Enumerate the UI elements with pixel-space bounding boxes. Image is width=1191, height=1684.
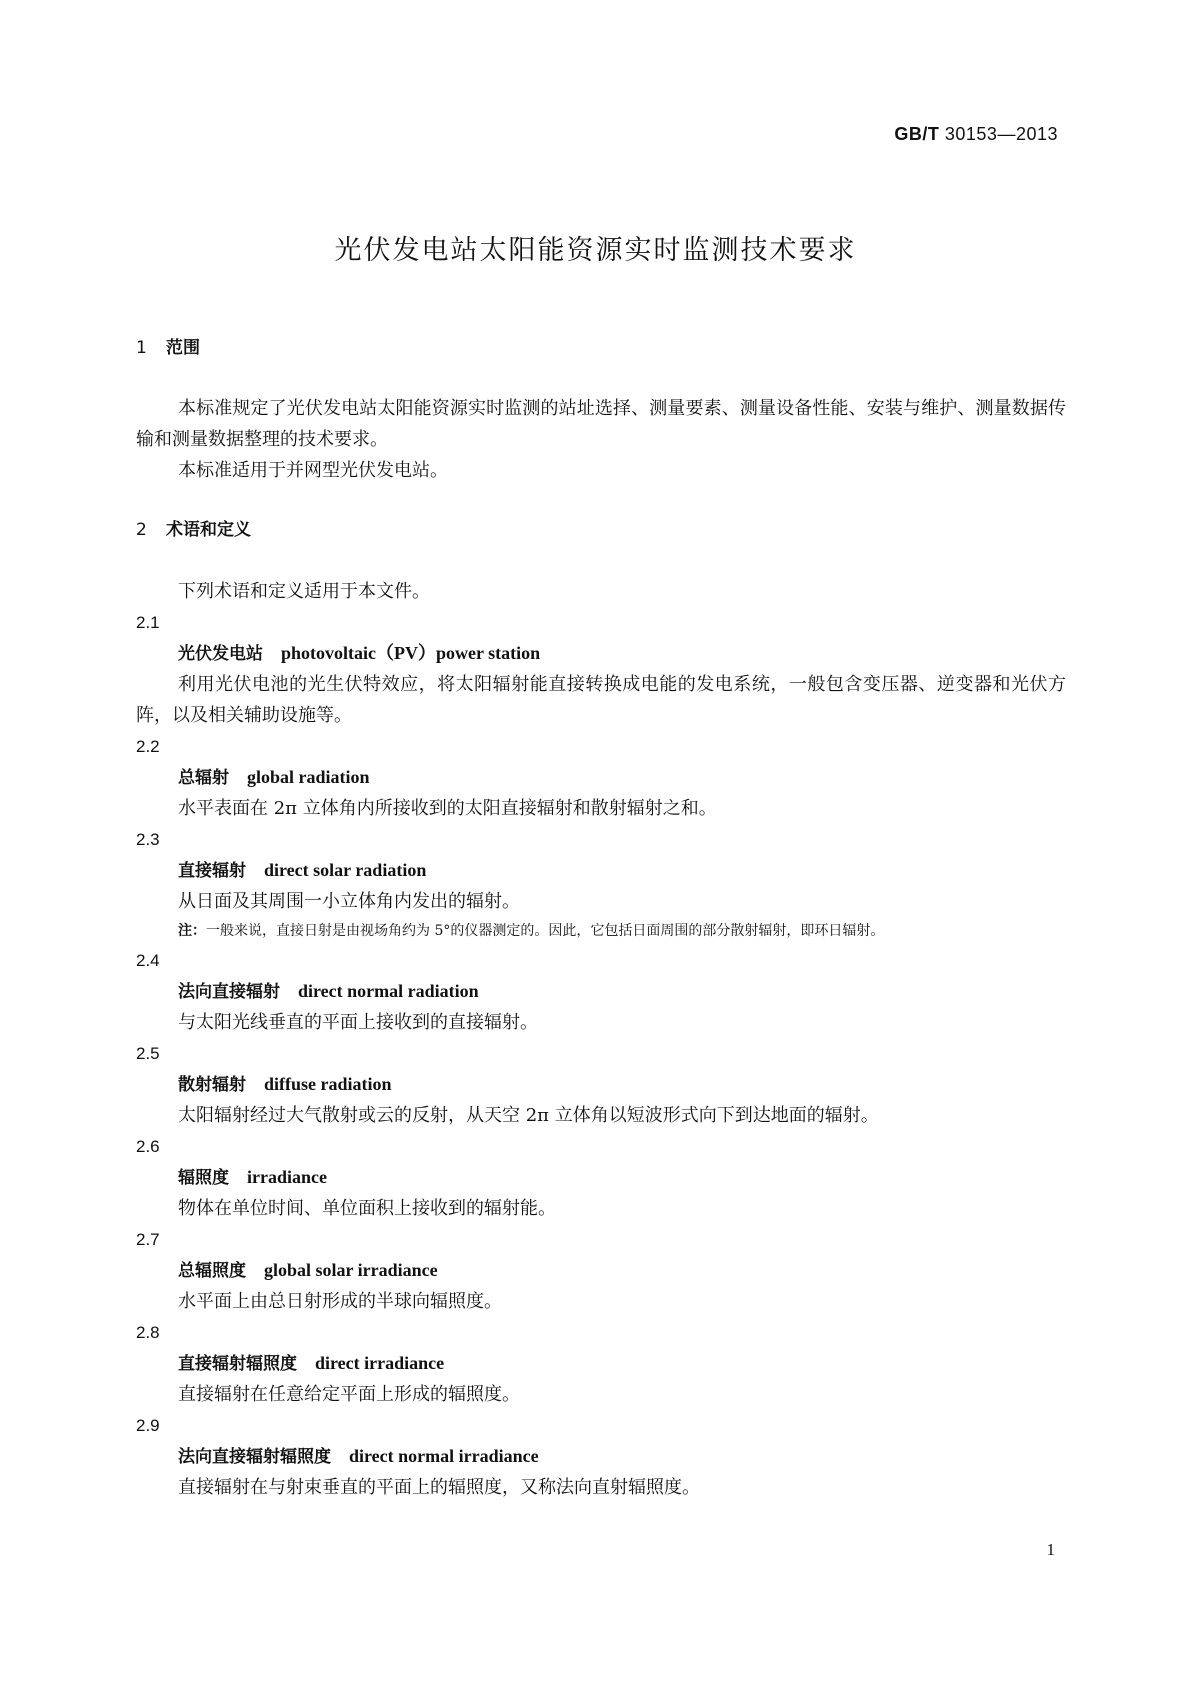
term-entry	[136, 638, 1066, 669]
term-zh: 直接辐射辐照度	[178, 1354, 297, 1374]
term-en: irradiance	[247, 1167, 327, 1187]
term-en: photovoltaic（PV）power station	[281, 643, 541, 663]
term-en: direct normal irradiance	[349, 1446, 539, 1466]
section-heading-terms	[136, 515, 1066, 545]
term-zh: 总辐照度	[178, 1261, 246, 1281]
term-zh: 散射辐射	[178, 1075, 246, 1095]
term-definition: 从日面及其周围一小立体角内发出的辐射。	[178, 891, 520, 912]
term-zh: 法向直接辐射辐照度	[178, 1447, 331, 1467]
term-entry	[136, 976, 1066, 1007]
term-definition: 直接辐射在与射束垂直的平面上的辐照度，又称法向直射辐照度。	[178, 1477, 700, 1498]
term-en: global solar irradiance	[264, 1260, 438, 1280]
section-title: 范围	[166, 338, 200, 358]
term-entry	[136, 1255, 1066, 1286]
term-entry	[136, 855, 1066, 886]
term-definition: 直接辐射在任意给定平面上形成的辐照度。	[178, 1384, 520, 1405]
terms-intro: 下列术语和定义适用于本文件。	[178, 581, 430, 602]
term-entry	[136, 1348, 1066, 1379]
term-en: direct solar radiation	[264, 860, 427, 880]
document-title: 光伏发电站太阳能资源实时监测技术要求	[334, 235, 857, 266]
term-en: direct irradiance	[315, 1353, 445, 1373]
term-number: 2.3	[136, 830, 160, 849]
term-number: 2.9	[136, 1416, 160, 1435]
term-zh: 法向直接辐射	[178, 982, 280, 1002]
page-number: 1	[1046, 1540, 1055, 1559]
term-number: 2.2	[136, 737, 160, 756]
section-number: 2	[136, 520, 147, 540]
term-number: 2.1	[136, 613, 160, 632]
term-en: global radiation	[247, 767, 370, 787]
standard-prefix: GB/T	[894, 124, 940, 144]
section-title: 术语和定义	[166, 520, 251, 540]
term-en: diffuse radiation	[264, 1074, 392, 1094]
scope-paragraph: 本标准规定了光伏发电站太阳能资源实时监测的站址选择、测量要素、测量设备性能、安装与维护、测量数据传输和测量数据整理的技术要求。	[136, 398, 1066, 450]
term-number: 2.4	[136, 951, 160, 970]
note-label: 注：	[178, 923, 206, 939]
section-heading-scope	[136, 333, 1066, 363]
term-definition: 水平表面在 2π 立体角内所接收到的太阳直接辐射和散射辐射之和。	[178, 798, 717, 819]
term-definition: 水平面上由总日射形成的半球向辐照度。	[178, 1291, 502, 1312]
term-entry	[136, 1441, 1066, 1472]
note-text: 一般来说，直接日射是由视场角约为 5°的仪器测定的。因此，它包括日面周围的部分散射辐射，即环日辐射。	[206, 923, 885, 939]
term-number: 2.5	[136, 1044, 160, 1063]
term-note	[136, 917, 1066, 945]
term-definition: 利用光伏电池的光生伏特效应，将太阳辐射能直接转换成电能的发电系统，一般包含变压器、逆变器和光伏方阵，以及相关辅助设施等。	[136, 674, 1066, 726]
term-zh: 光伏发电站	[178, 644, 263, 664]
term-entry	[136, 1069, 1066, 1100]
term-definition: 太阳辐射经过大气散射或云的反射，从天空 2π 立体角以短波形式向下到达地面的辐射。	[178, 1105, 879, 1126]
term-zh: 直接辐射	[178, 861, 246, 881]
term-entry	[136, 1162, 1066, 1193]
term-number: 2.6	[136, 1137, 160, 1156]
term-zh: 总辐射	[178, 768, 229, 788]
term-zh: 辐照度	[178, 1168, 229, 1188]
term-number: 2.8	[136, 1323, 160, 1342]
document-body	[136, 333, 1066, 1503]
term-definition: 物体在单位时间、单位面积上接收到的辐射能。	[178, 1198, 556, 1219]
term-number: 2.7	[136, 1230, 160, 1249]
term-en: direct normal radiation	[298, 981, 479, 1001]
scope-paragraph: 本标准适用于并网型光伏发电站。	[178, 460, 448, 481]
standard-code	[894, 124, 1058, 145]
term-entry	[136, 762, 1066, 793]
term-definition: 与太阳光线垂直的平面上接收到的直接辐射。	[178, 1012, 538, 1033]
standard-number: 30153—2013	[944, 124, 1058, 144]
section-number: 1	[136, 338, 147, 358]
